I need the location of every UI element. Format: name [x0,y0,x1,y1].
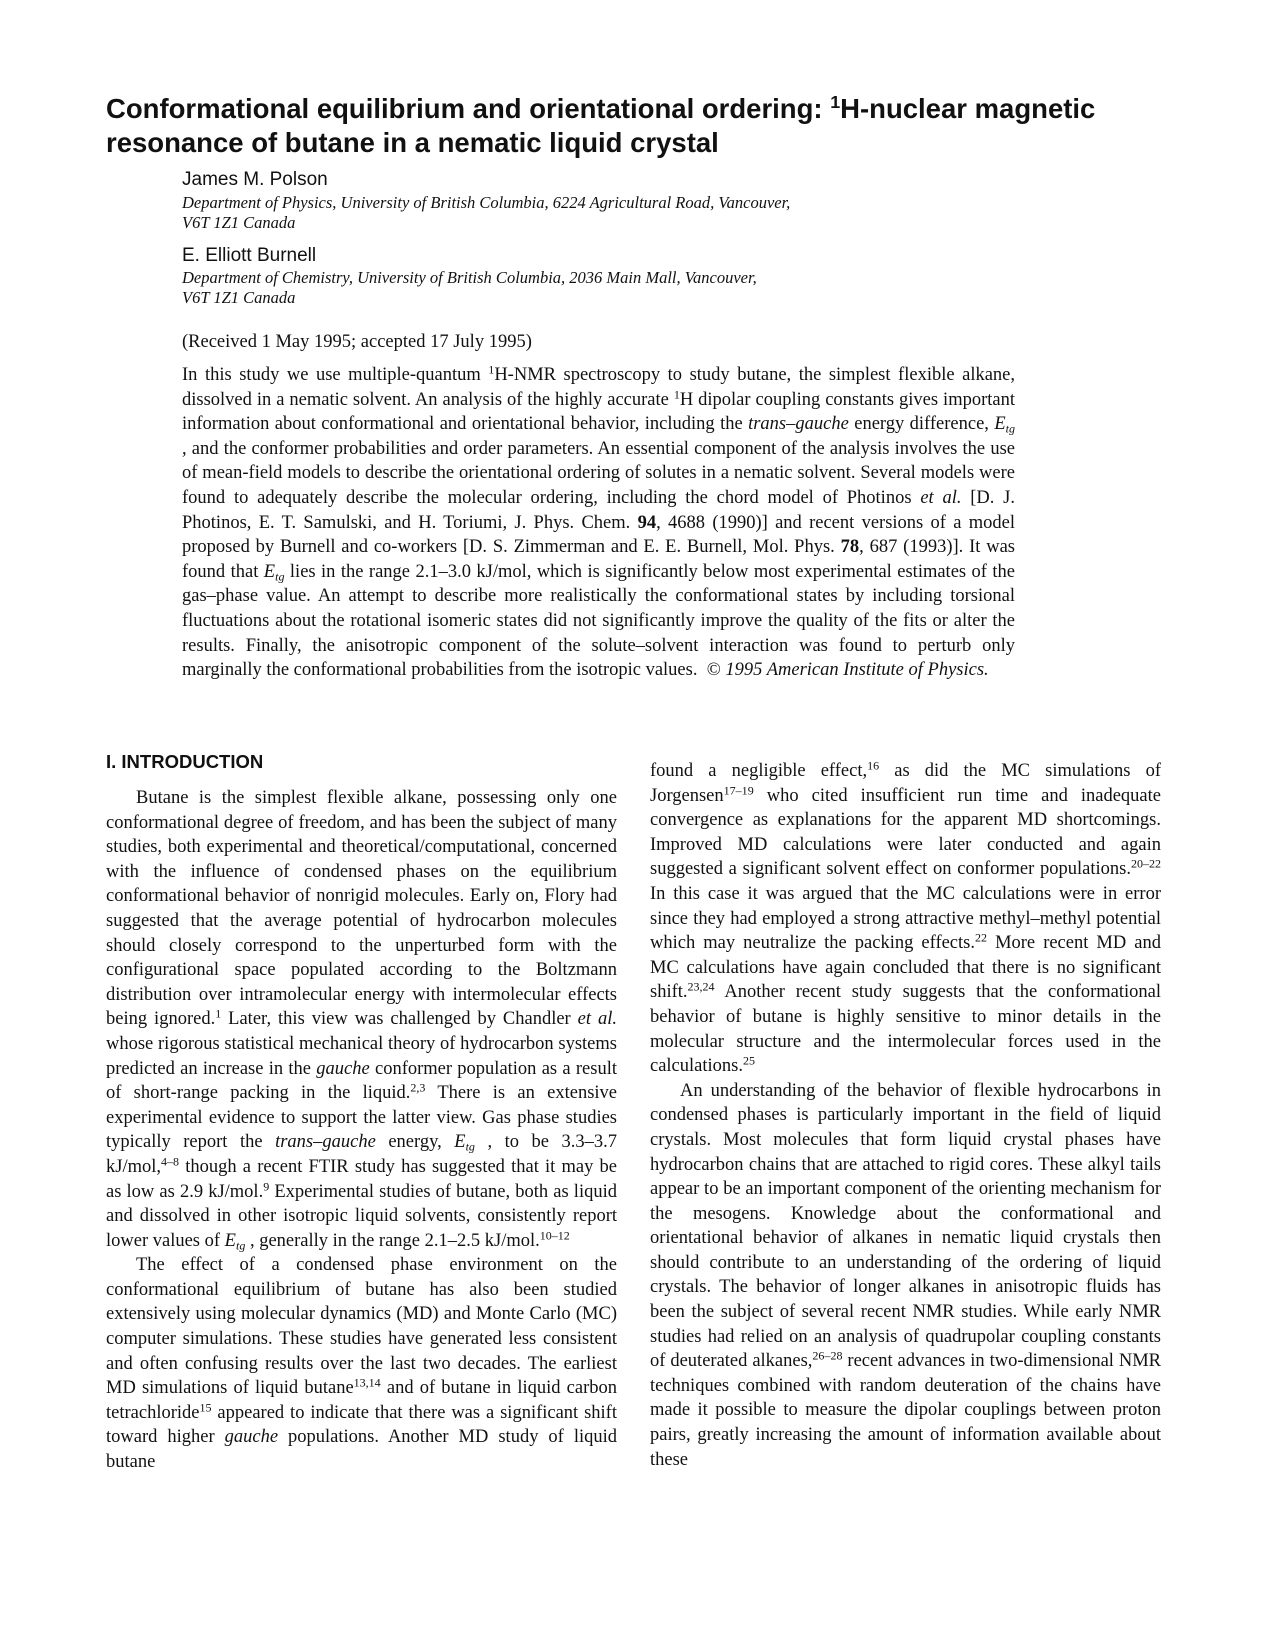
intro-paragraph-3: An understanding of the behavior of flexible hydrocarbons in condensed phases is particularly important in the field of liquid crystals. Most molecules that form liquid crystal phases have hydrocarbon chains that are attached to rigid cores. These alkyl tails appear to be an important component of the orienting mechanism for the mesogens. Knowledge about the conformational and orientational behavior of alkanes in nematic liquid crystals then should contribute to an understanding of the ordering of liquid crystals. The behavior of longer alkanes in anisotropic fluids has been the subject of several recent NMR studies. While early NMR studies had relied on an analysis of quadrupolar coupling constants of deuterated alkanes,$^{26-28}$ recent advances in two-dimensional NMR techniques combined with random deuteration of the chains have made it possible to measure the dipolar couplings between proton pairs, greatly increasing the amount of information available about these [650,1080,1162,1470]
intro-paragraph-2: The effect of a condensed phase environment on the conformational equilibrium of butane has also been studied extensively using molecular dynamics (MD) and Monte Carlo (MC) computer simulations. These studies have generated less consistent and often confusing results over the last two decades. The earliest MD simulations of liquid butane$^{13,14}$ and of butane in liquid carbon tetrachloride$^{15}$ appeared to indicate that there was a significant shift toward higher gauche populations. Another MD study of liquid butane [106,1255,617,1473]
affiliation-1-line-1: Department of Physics, University of British Columbia, 6224 Agricultural Road, Vancouver, [182,193,791,212]
affiliation-1-line-2: V6T 1Z1 Canada [182,213,296,232]
intro-paragraph-2-continued: found a negligible effect,$^{16}$ as did the MC simulations of Jorgensen$^{17-19}$ who cited insufficient run time and inadequate convergence as explanations for the apparent MD shortcomings. Improved MD calculations were later conducted and again suggested a significant solvent effect on conformer populations.$^{20-22}$ In this case it was argued that the MC calculations were in error since they had employed a strong attractive methyl–methyl potential which may neutralize the packing effects.$^{22}$ More recent MD and MC calculations have again concluded that there is no significant shift.$^{23,24}$ Another recent study suggests that the conformational behavior of butane is highly sensitive to minor details in the molecular structure and the intermolecular forces used in the calculations.$^{25}$ [650,758,1161,1077]
copyright-notice: 1995 American Institute of Physics. [725,660,989,681]
section-heading: I. INTRODUCTION [106,751,264,772]
left-column [106,786,617,1475]
abstract: In this study we use multiple-quantum $^1$H-NMR spectroscopy to study butane, the simplest flexible alkane, dissolved in a nematic solvent. An analysis of the highly accurate $^1$H dipolar coupling constants gives important information about conformational and orientational behavior, including the trans–gauche energy difference, $E_{tg}$ , and the conformer probabilities and order parameters. An essential component of the analysis involves the use of mean-field models to describe the orientational ordering of solutes in a nematic solvent. Several models were found to adequately describe the molecular ordering, including the chord model of Photinos et al. [D. J. Photinos, E. T. Samulski, and H. Toriumi, J. Phys. Chem. 94, 4688 (1990)] and recent versions of a model proposed by Burnell and co-workers [D. S. Zimmerman and E. E. Burnell, Mol. Phys. 78, 687 (1993)]. It was found that $E_{tg}$ lies in the range 2.1–3.0 kJ/mol, which is significantly below most experimental estimates of the gas–phase value. An attempt to describe more realistically the conformational states by including torsional fluctuations about the rotational isomeric states did not significantly improve the quality of the fits or alter the results. Finally, the anisotropic component of the solute–solvent interaction was found to perturb only marginally the conformational probabilities from the isotropic values. © 1995 American Institute of Physics. [182,362,1016,681]
affiliation-2-line-2: V6T 1Z1 Canada [182,288,296,307]
paper-title [106,92,1186,160]
title-superscript: 1 [830,92,841,113]
author-name-1: James M. Polson [182,169,328,190]
author-name-2: E. Elliott Burnell [182,245,317,266]
title-part-2: H-nuclear magnetic resonance of butane in a nematic liquid crystal [106,93,1096,158]
affiliation-2-line-1: Department of Chemistry, University of British Columbia, 2036 Main Mall, Vancouver, [182,268,757,287]
intro-paragraph-1: Butane is the simplest flexible alkane, possessing only one conformational degree of freedom, and has been the subject of many studies, both experimental and theoretical/computational, concerned with the influence of condensed phases on the equilibrium conformational behavior of nonrigid molecules. Early on, Flory had suggested that the average potential of hydrocarbon molecules should closely correspond to the unperturbed form with the configurational space populated according to the Boltzmann distribution over intramolecular energy with intermolecular effects being ignored.$^1$ Later, this view was challenged by Chandler et al. whose rigorous statistical mechanical theory of hydrocarbon systems predicted an increase in the gauche conformer population as a result of short-range packing in the liquid.$^{2,3}$ There is an extensive experimental evidence to support the latter view. Gas phase studies typically report the trans–gauche energy, $E_{tg}$ , to be 3.3–3.7 kJ/mol,$^{4-8}$ though a recent FTIR study has suggested that it may be as low as 2.9 kJ/mol.$^9$ Experimental studies of butane, both as liquid and dissolved in other isotropic liquid solvents, consistently report lower values of $E_{tg}$ , generally in the range 2.1–2.5 kJ/mol.$^{10-12}$ [106,788,617,1253]
right-column [650,759,1161,1472]
author-affiliation-1 [182,193,942,233]
author-affiliation-2 [182,268,942,308]
received-dates: (Received 1 May 1995; accepted 17 July 1995) [182,332,532,352]
title-part-1: Conformational equilibrium and orientational ordering: [106,93,831,124]
